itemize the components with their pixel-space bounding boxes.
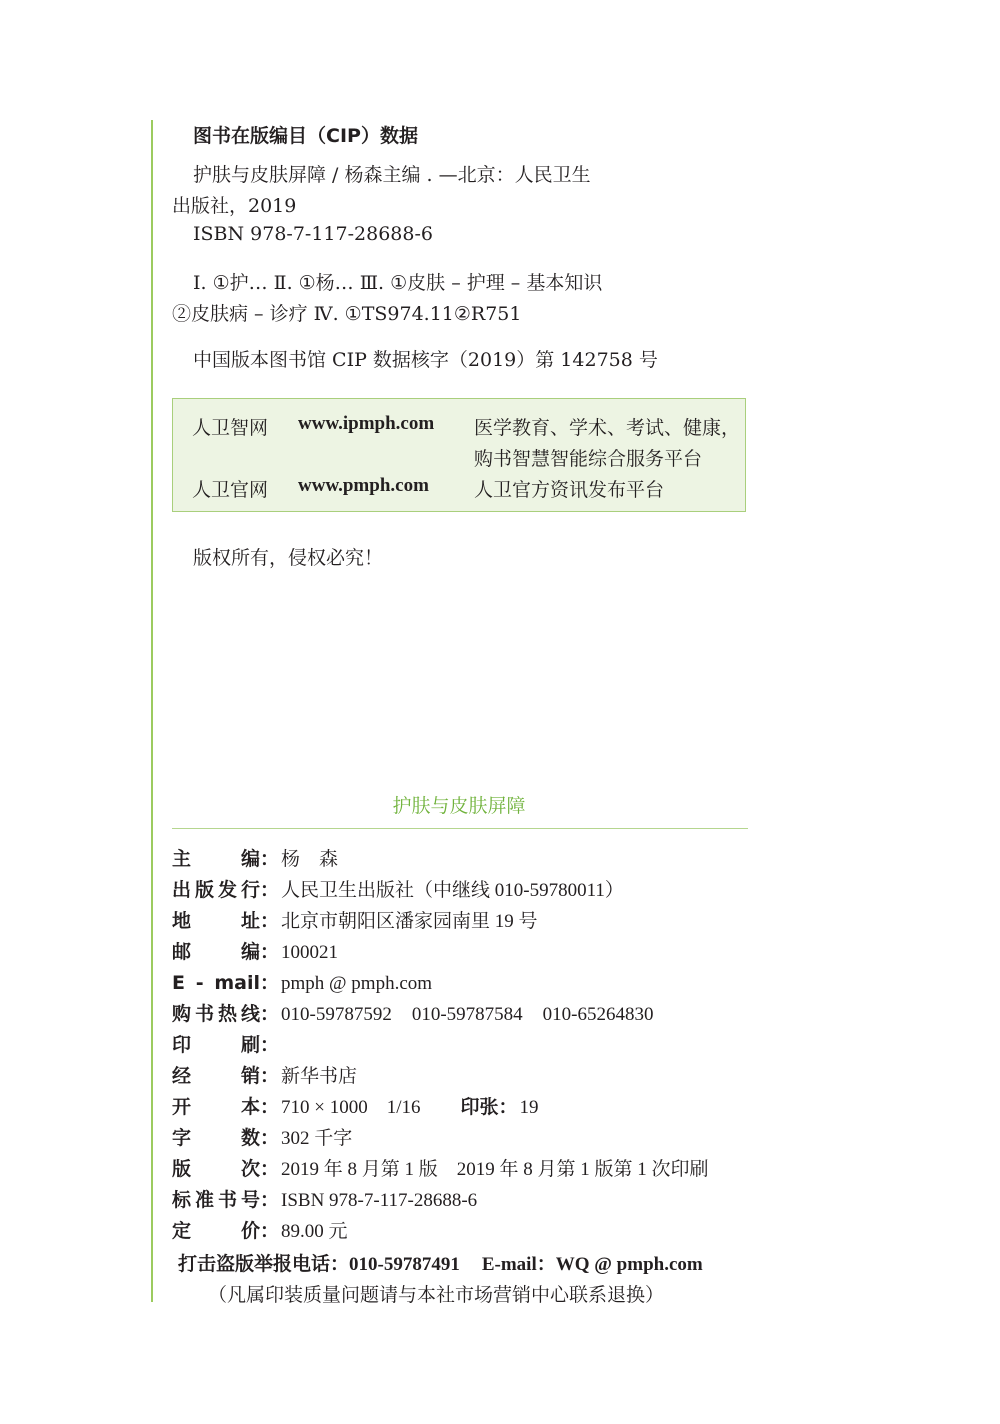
row-words: 字数： 302 千字 [172, 1123, 352, 1153]
report-phone: 010-59787491 [349, 1254, 460, 1275]
row-postcode: 邮编： 100021 [172, 937, 338, 967]
site-desc-ipmph-2: 购书智慧智能综合服务平台 [474, 448, 703, 470]
report-email: E-mail：WQ @ pmph.com [481, 1254, 703, 1275]
label-price: 定价 [172, 1220, 260, 1242]
site-url-pmph[interactable]: www.pmph.com [298, 475, 429, 496]
label-distributor: 经销 [172, 1065, 260, 1087]
value-isbn: ISBN 978-7-117-28688-6 [281, 1190, 478, 1211]
cip-heading: 图书在版编目（CIP）数据 [193, 125, 418, 147]
label-printer: 印刷 [172, 1034, 260, 1056]
label-isbn: 标准书号 [172, 1189, 260, 1211]
value-price: 89.00 元 [281, 1221, 348, 1242]
row-publisher: 出版发行： 人民卫生出版社（中继线 010-59780011） [172, 875, 624, 905]
divider [172, 828, 748, 829]
copyright-notice: 版权所有，侵权必究！ [193, 547, 384, 569]
website-info-box [172, 398, 746, 512]
book-title: 护肤与皮肤屏障 [392, 795, 526, 817]
row-distributor: 经销： 新华书店 [172, 1061, 357, 1091]
anti-piracy-report [178, 1249, 703, 1276]
cip-line-2: 出版社，2019 [172, 195, 297, 217]
cip-classification-1: Ⅰ. ①护… Ⅱ. ①杨… Ⅲ. ①皮肤 – 护理 – 基本知识 [193, 272, 603, 294]
cip-record-number: 中国版本图书馆 CIP 数据核字（2019）第 142758 号 [193, 349, 658, 371]
label-address: 地址 [172, 910, 260, 932]
cip-line-1: 护肤与皮肤屏障 / 杨森主编 . —北京：人民卫生 [193, 164, 591, 186]
value-format: 710 × 1000 1/16 [281, 1097, 421, 1118]
value-publisher: 人民卫生出版社（中继线 010-59780011） [281, 880, 624, 901]
cip-isbn: ISBN 978-7-117-28688-6 [193, 223, 433, 245]
row-address: 地址： 北京市朝阳区潘家园南里 19 号 [172, 906, 538, 936]
value-postcode: 100021 [281, 942, 339, 963]
return-policy-note: （凡属印装质量问题请与本社市场营销中心联系退换） [208, 1284, 665, 1306]
value-hotline-3: 010-65264830 [542, 1004, 654, 1025]
value-email: pmph @ pmph.com [281, 973, 433, 994]
cip-classification-2: ②皮肤病 – 诊疗 Ⅳ. ①TS974.11②R751 [172, 303, 522, 325]
row-price: 定价： 89.00 元 [172, 1216, 348, 1246]
value-distributor: 新华书店 [281, 1066, 358, 1087]
site-desc-pmph: 人卫官方资讯发布平台 [474, 479, 665, 501]
site-name-ipmph: 人卫智网 [192, 417, 269, 439]
label-words: 字数 [172, 1127, 260, 1149]
row-isbn: 标准书号： ISBN 978-7-117-28688-6 [172, 1185, 477, 1215]
label-format: 开本 [172, 1096, 260, 1118]
row-editor: 主编： 杨 森 [172, 844, 338, 874]
site-desc-ipmph-1: 医学教育、学术、考试、健康， [474, 417, 741, 439]
value-hotline-2: 010-59787584 [411, 1004, 523, 1025]
label-sheets: 印张 [460, 1096, 499, 1118]
row-edition: 版次： 2019 年 8 月第 1 版 2019 年 8 月第 1 版第 1 次印刷 [172, 1154, 709, 1184]
value-edition: 2019 年 8 月第 1 版 2019 年 8 月第 1 版第 1 次印刷 [281, 1159, 709, 1180]
label-publisher: 出版发行 [172, 879, 260, 901]
site-url-ipmph[interactable]: www.ipmph.com [298, 413, 435, 434]
label-email: E - mail [172, 972, 260, 994]
report-label: 打击盗版举报电话： [178, 1253, 350, 1275]
value-sheets: 19 [519, 1097, 539, 1118]
label-postcode: 邮编 [172, 941, 260, 963]
label-edition: 版次 [172, 1158, 260, 1180]
row-hotline: 购书热线： 010-59787592 010-59787584 010-65264830 [172, 999, 654, 1029]
left-accent-bar [151, 120, 153, 1302]
value-address: 北京市朝阳区潘家园南里 19 号 [281, 911, 538, 932]
row-printer: 印刷： [172, 1030, 281, 1060]
value-editor: 杨 森 [281, 849, 339, 870]
row-format: 开本： 710 × 1000 1/16 印张： 19 [172, 1092, 539, 1122]
site-name-pmph: 人卫官网 [192, 479, 269, 501]
value-words: 302 千字 [281, 1128, 353, 1149]
value-hotline-1: 010-59787592 [281, 1004, 392, 1025]
label-editor: 主编 [172, 848, 260, 870]
row-email: E - mail： pmph @ pmph.com [172, 968, 432, 998]
label-hotline: 购书热线 [172, 1003, 260, 1025]
